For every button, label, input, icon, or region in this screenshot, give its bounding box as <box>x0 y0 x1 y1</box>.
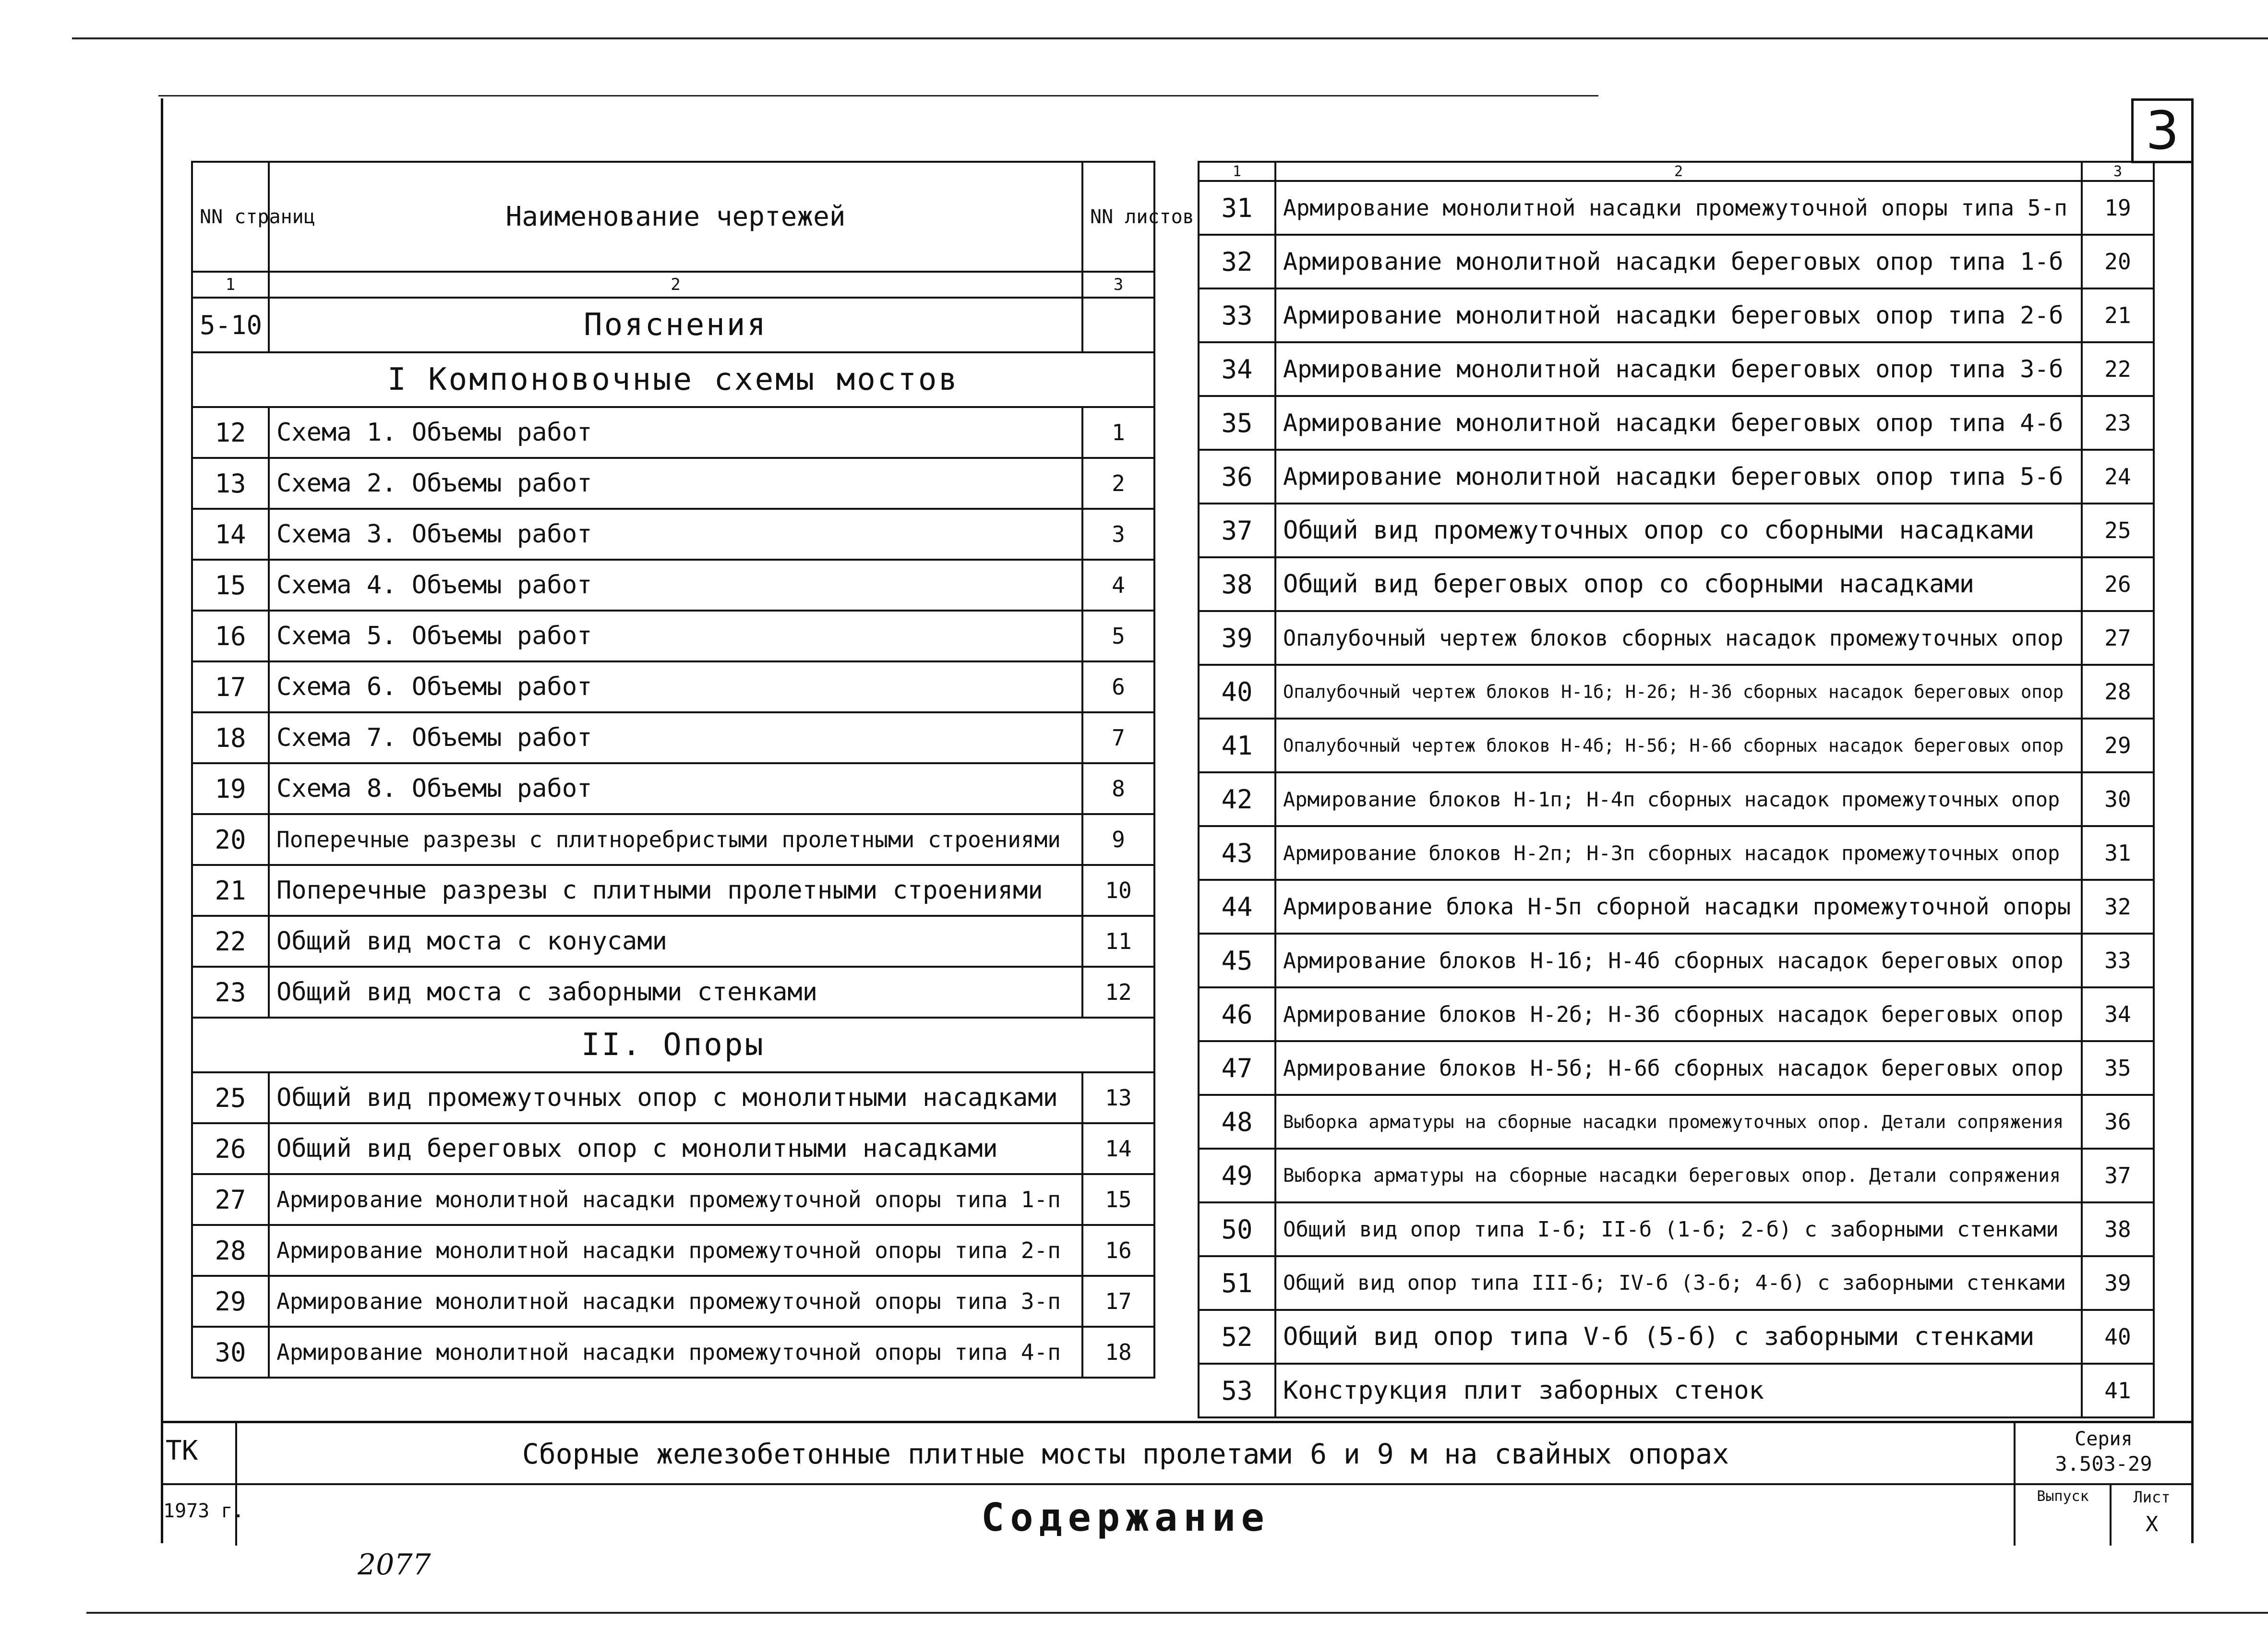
sheet-number-cell: 39 <box>2082 1256 2154 1310</box>
sheet-number-cell: 36 <box>2082 1095 2154 1149</box>
table-row <box>192 611 1154 661</box>
drawing-name-cell: Армирование монолитной насадки промежуточной опоры типа 1-п <box>269 1174 1082 1225</box>
table-row <box>1199 557 2154 611</box>
column-index: 1 <box>192 272 269 298</box>
table-row <box>1199 1310 2154 1364</box>
page-number-cell: 23 <box>192 967 269 1018</box>
page-number-cell: 42 <box>1199 772 1275 826</box>
page-number-cell: 12 <box>192 407 269 458</box>
drawing-name-cell: Поперечные разрезы с плитноребристыми пролетными строениями <box>269 814 1082 865</box>
sheet-number-cell: 1 <box>1082 407 1154 458</box>
column-index-row <box>1199 162 2154 181</box>
page-number-cell: 43 <box>1199 826 1275 880</box>
section-heading-row <box>192 1018 1154 1072</box>
sheet-number-cell: 33 <box>2082 934 2154 987</box>
contents-table-right <box>1198 161 2155 1418</box>
contents-table-left <box>191 161 1194 1379</box>
drawing-name-cell: Армирование монолитной насадки береговых опор типа 2-б <box>1275 288 2082 342</box>
drawing-name-cell: Армирование блоков Н-1б; Н-4б сборных насадок береговых опор <box>1275 934 2082 987</box>
drawing-name-cell: Армирование блоков Н-1п; Н-4п сборных насадок промежуточных опор <box>1275 772 2082 826</box>
page-number-cell: 22 <box>192 916 269 967</box>
table-row <box>192 712 1154 763</box>
page-number-cell: 36 <box>1199 450 1275 504</box>
bottom-border-line <box>86 1612 2268 1614</box>
table-row <box>1199 1256 2154 1310</box>
sheet-number-cell: 30 <box>2082 772 2154 826</box>
page-number-cell: 34 <box>1199 342 1275 396</box>
sheet-number-cell: 32 <box>2082 880 2154 934</box>
drawing-name-cell: Армирование блоков Н-2б; Н-3б сборных насадок береговых опор <box>1275 987 2082 1041</box>
header-page-numbers: NN страниц <box>192 162 269 272</box>
table-row <box>1199 719 2154 772</box>
column-index: 3 <box>1082 272 1154 298</box>
organization-code: ТК <box>166 1435 198 1466</box>
section-heading-row <box>192 298 1154 352</box>
page-number-cell: 32 <box>1199 235 1275 288</box>
drawing-name-cell: Схема 7. Объемы работ <box>269 712 1082 763</box>
drawing-name-cell: Конструкция плит заборных стенок <box>1275 1364 2082 1417</box>
drawing-name-cell: Общий вид промежуточных опор с монолитными насадками <box>269 1072 1082 1123</box>
sheet-number-cell: 29 <box>2082 719 2154 772</box>
sheet-number-cell: 8 <box>1082 763 1154 814</box>
table-row <box>192 916 1154 967</box>
sheet-number-cell: 22 <box>2082 342 2154 396</box>
table-row <box>192 1276 1154 1327</box>
sheet-number-cell: 5 <box>1082 611 1154 661</box>
sheet-number-cell: 24 <box>2082 450 2154 504</box>
page-number-cell: 31 <box>1199 181 1275 235</box>
table-row <box>1199 987 2154 1041</box>
table-row <box>1199 235 2154 288</box>
document-subtitle: Содержание <box>981 1495 1270 1540</box>
table-row <box>192 407 1154 458</box>
drawing-name-cell: Пояснения <box>269 298 1082 352</box>
table-row <box>1199 826 2154 880</box>
header-sheet-numbers: NN листов <box>1082 162 1154 272</box>
page-number-cell: 48 <box>1199 1095 1275 1149</box>
sheet-label: Лист <box>2133 1488 2171 1506</box>
title-block-divider <box>2110 1483 2112 1546</box>
page-number-cell: 30 <box>192 1327 269 1378</box>
table-row <box>1199 1202 2154 1256</box>
page-number-cell: 46 <box>1199 987 1275 1041</box>
page-number-cell: 37 <box>1199 504 1275 557</box>
page-number-cell: 16 <box>192 611 269 661</box>
drawing-name-cell: Армирование монолитной насадки береговых опор типа 5-б <box>1275 450 2082 504</box>
title-block-divider <box>161 1483 2194 1485</box>
sheet-number-cell: 21 <box>2082 288 2154 342</box>
sheet-number-cell: 11 <box>1082 916 1154 967</box>
page-number: 3 <box>2131 98 2194 163</box>
page-number-cell: 52 <box>1199 1310 1275 1364</box>
series-value: 3.503-29 <box>2055 1452 2152 1476</box>
section-heading: II. Опоры <box>192 1018 1154 1072</box>
sheet-number-cell: 26 <box>2082 557 2154 611</box>
table-row <box>192 509 1154 560</box>
drawing-name-cell: Схема 4. Объемы работ <box>269 560 1082 611</box>
table-row <box>1199 450 2154 504</box>
page-number-cell: 5-10 <box>192 298 269 352</box>
sheet-top-line <box>158 95 1598 96</box>
drawing-name-cell: Армирование монолитной насадки промежуточной опоры типа 4-п <box>269 1327 1082 1378</box>
sheet-number-cell: 2 <box>1082 458 1154 509</box>
sheet-number-cell: 14 <box>1082 1123 1154 1174</box>
series-label: Серия <box>2075 1428 2133 1450</box>
drawing-name-cell: Армирование блоков Н-2п; Н-3п сборных насадок промежуточных опор <box>1275 826 2082 880</box>
sheet-number-cell: 10 <box>1082 865 1154 916</box>
column-index: 2 <box>1275 162 2082 181</box>
page-number-cell: 25 <box>192 1072 269 1123</box>
sheet-number-cell: 28 <box>2082 665 2154 719</box>
drawing-name-cell: Схема 8. Объемы работ <box>269 763 1082 814</box>
table-row <box>192 1225 1154 1276</box>
sheet-number-cell: 31 <box>2082 826 2154 880</box>
sheet-number-cell: 38 <box>2082 1202 2154 1256</box>
drawing-name-cell: Схема 2. Объемы работ <box>269 458 1082 509</box>
drawing-name-cell: Общий вид береговых опор с монолитными насадками <box>269 1123 1082 1174</box>
contents-table-left-body <box>192 162 1194 1378</box>
page-number-cell: 47 <box>1199 1041 1275 1095</box>
page-number-cell: 53 <box>1199 1364 1275 1417</box>
drawing-name-cell: Общий вид моста с конусами <box>269 916 1082 967</box>
page-number-cell: 49 <box>1199 1149 1275 1202</box>
table-row <box>1199 288 2154 342</box>
sheet-number-cell: 15 <box>1082 1174 1154 1225</box>
drawing-name-cell: Выборка арматуры на сборные насадки береговых опор. Детали сопряжения <box>1275 1149 2082 1202</box>
section-heading: I Компоновочные схемы мостов <box>192 352 1154 407</box>
table-row <box>1199 1149 2154 1202</box>
handwritten-note: 2077 <box>358 1548 431 1582</box>
page-number-cell: 38 <box>1199 557 1275 611</box>
table-row <box>192 1123 1154 1174</box>
drawing-name-cell: Общий вид промежуточных опор со сборными насадками <box>1275 504 2082 557</box>
sheet-number-cell: 20 <box>2082 235 2154 288</box>
table-row <box>192 458 1154 509</box>
sheet-number-cell: 23 <box>2082 396 2154 450</box>
sheet-number-cell: 41 <box>2082 1364 2154 1417</box>
page-number-cell: 13 <box>192 458 269 509</box>
table-row <box>192 865 1154 916</box>
page-number-cell: 29 <box>192 1276 269 1327</box>
table-row <box>1199 1095 2154 1149</box>
table-row <box>192 1327 1154 1378</box>
table-row <box>192 1174 1154 1225</box>
drawing-name-cell: Армирование блоков Н-5б; Н-6б сборных насадок береговых опор <box>1275 1041 2082 1095</box>
drawing-name-cell: Поперечные разрезы с плитными пролетными строениями <box>269 865 1082 916</box>
drawing-name-cell: Армирование монолитной насадки береговых опор типа 1-б <box>1275 235 2082 288</box>
sheet-number-cell: 19 <box>2082 181 2154 235</box>
page-number-cell: 26 <box>192 1123 269 1174</box>
drawing-name-cell: Схема 1. Объемы работ <box>269 407 1082 458</box>
sheet-number-cell: 7 <box>1082 712 1154 763</box>
sheet-number-cell: 25 <box>2082 504 2154 557</box>
column-index: 3 <box>2082 162 2154 181</box>
sheet-number-cell: 17 <box>1082 1276 1154 1327</box>
sheet-number-cell: 13 <box>1082 1072 1154 1123</box>
table-row <box>1199 342 2154 396</box>
drawing-name-cell: Общий вид моста с заборными стенками <box>269 967 1082 1018</box>
drawing-name-cell: Схема 5. Объемы работ <box>269 611 1082 661</box>
table-row <box>1199 772 2154 826</box>
sheet-number-cell: 4 <box>1082 560 1154 611</box>
table-row <box>1199 504 2154 557</box>
sheet-number-cell: 12 <box>1082 967 1154 1018</box>
top-border-line <box>72 37 2268 39</box>
title-block-divider <box>235 1423 237 1546</box>
title-block-divider <box>2014 1423 2016 1546</box>
drawing-name-cell: Опалубочный чертеж блоков Н-1б; Н-2б; Н-3б сборных насадок береговых опор <box>1275 665 2082 719</box>
table-row <box>192 1072 1154 1123</box>
page-number-cell: 27 <box>192 1174 269 1225</box>
page-number-cell: 51 <box>1199 1256 1275 1310</box>
drawing-name-cell: Выборка арматуры на сборные насадки промежуточных опор. Детали сопряжения <box>1275 1095 2082 1149</box>
sheet-number-cell: 6 <box>1082 661 1154 712</box>
drawing-name-cell: Армирование монолитной насадки промежуточной опоры типа 2-п <box>269 1225 1082 1276</box>
table-header <box>192 162 1154 272</box>
table-row <box>192 661 1154 712</box>
table-row <box>1199 1041 2154 1095</box>
issue-label: Выпуск <box>2037 1488 2089 1505</box>
drawing-name-cell: Армирование блока Н-5п сборной насадки промежуточной опоры <box>1275 880 2082 934</box>
page-number-cell: 39 <box>1199 611 1275 665</box>
sheet-number-cell: 37 <box>2082 1149 2154 1202</box>
drawing-name-cell: Общий вид опор типа V-б (5-б) с заборными стенками <box>1275 1310 2082 1364</box>
page-number-cell: 28 <box>192 1225 269 1276</box>
page-number-cell: 40 <box>1199 665 1275 719</box>
year: 1973 г. <box>163 1500 244 1522</box>
page-number-cell: 20 <box>192 814 269 865</box>
drawing-name-cell: Общий вид береговых опор со сборными насадками <box>1275 557 2082 611</box>
drawing-name-cell: Опалубочный чертеж блоков сборных насадок промежуточных опор <box>1275 611 2082 665</box>
drawing-name-cell: Армирование монолитной насадки промежуточной опоры типа 3-п <box>269 1276 1082 1327</box>
table-row <box>1199 880 2154 934</box>
table-row <box>1199 934 2154 987</box>
table-row <box>1199 665 2154 719</box>
sheet-number-cell: 40 <box>2082 1310 2154 1364</box>
page-number-cell: 45 <box>1199 934 1275 987</box>
drawing-name-cell: Схема 3. Объемы работ <box>269 509 1082 560</box>
drawing-name-cell: Армирование монолитной насадки береговых опор типа 3-б <box>1275 342 2082 396</box>
column-index: 2 <box>269 272 1082 298</box>
drawing-name-cell: Опалубочный чертеж блоков Н-4б; Н-5б; Н-6б сборных насадок береговых опор <box>1275 719 2082 772</box>
page-number-cell: 15 <box>192 560 269 611</box>
page-number-cell: 44 <box>1199 880 1275 934</box>
table-row <box>192 560 1154 611</box>
contents-table-right-body <box>1199 162 2154 1417</box>
sheet-number-cell: 34 <box>2082 987 2154 1041</box>
column-index-row <box>192 272 1154 298</box>
table-row <box>1199 396 2154 450</box>
page-number-cell: 21 <box>192 865 269 916</box>
sheet-number-cell: 18 <box>1082 1327 1154 1378</box>
table-row <box>1199 1364 2154 1417</box>
drawing-name-cell: Армирование монолитной насадки береговых опор типа 4-б <box>1275 396 2082 450</box>
sheet-number-cell: 9 <box>1082 814 1154 865</box>
document-title: Сборные железобетонные плитные мосты пролетами 6 и 9 м на свайных опорах <box>522 1438 1729 1470</box>
sheet-number-cell: 3 <box>1082 509 1154 560</box>
page-number-cell: 33 <box>1199 288 1275 342</box>
drawing-name-cell: Общий вид опор типа I-б; II-б (1-б; 2-б) с заборными стенками <box>1275 1202 2082 1256</box>
page-number-cell: 14 <box>192 509 269 560</box>
page-number-cell: 19 <box>192 763 269 814</box>
title-block <box>161 1421 2194 1546</box>
table-row <box>192 814 1154 865</box>
page-number-cell: 41 <box>1199 719 1275 772</box>
sheet-number-cell: 16 <box>1082 1225 1154 1276</box>
table-row <box>192 967 1154 1018</box>
page-number-cell: 17 <box>192 661 269 712</box>
drawing-name-cell: Схема 6. Объемы работ <box>269 661 1082 712</box>
drawing-name-cell: Общий вид опор типа III-б; IV-б (3-б; 4-б) с заборными стенками <box>1275 1256 2082 1310</box>
table-row <box>1199 181 2154 235</box>
page-number-cell: 50 <box>1199 1202 1275 1256</box>
header-drawing-names: Наименование чертежей <box>269 162 1082 272</box>
sheet-value: X <box>2145 1512 2159 1536</box>
sheet-number-cell <box>1082 298 1154 352</box>
page-number-cell: 18 <box>192 712 269 763</box>
sheet-number-cell: 27 <box>2082 611 2154 665</box>
column-index: 1 <box>1199 162 1275 181</box>
table-row <box>192 763 1154 814</box>
table-row <box>1199 611 2154 665</box>
section-heading-row <box>192 352 1154 407</box>
drawing-name-cell: Армирование монолитной насадки промежуточной опоры типа 5-п <box>1275 181 2082 235</box>
sheet-number-cell: 35 <box>2082 1041 2154 1095</box>
page-number-cell: 35 <box>1199 396 1275 450</box>
